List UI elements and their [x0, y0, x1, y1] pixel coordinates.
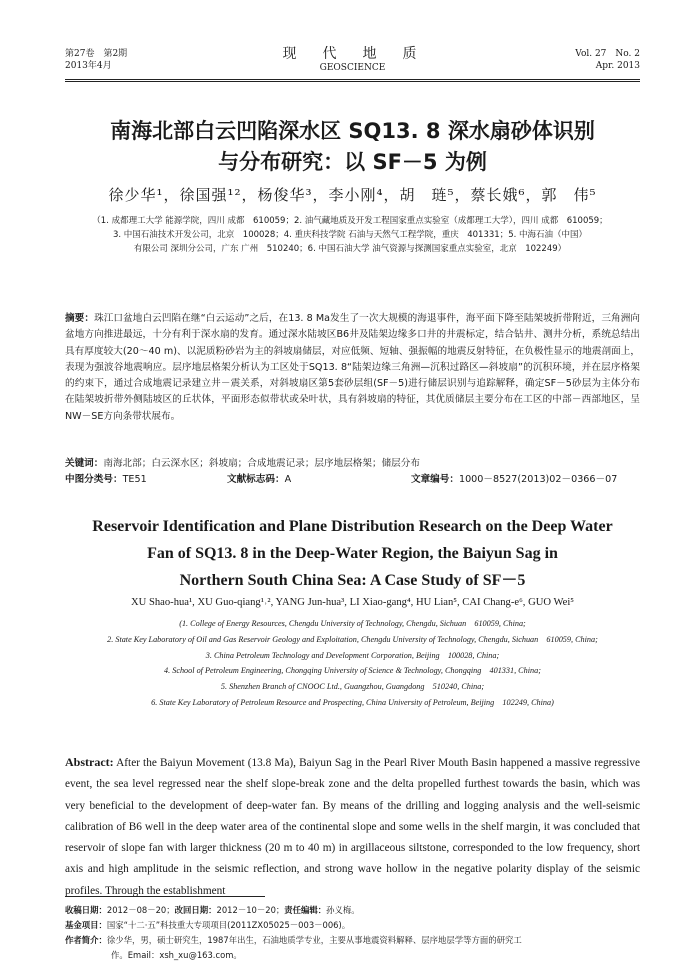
volume-issue-cn: 第27卷 第2期 — [65, 49, 128, 59]
received-date: 2012－08－20； — [106, 905, 175, 915]
affiliations-en — [60, 616, 645, 711]
affiliations-cn — [70, 214, 630, 256]
keywords-cn-label: 关键词： — [65, 458, 104, 469]
abstract-en-text: After the Baiyun Movement (13.8 Ma), Baiyun Sag in the Pearl River Mouth Basin happened a massive regressive event, the sea level regressed near the shelf slope-break zone and the delta propelled furthest towards the basin, which was very beneficial to the development of deep-water fan. By means of the drilling and logging analysis and the well-seismic calibration of B6 well in the deep water area of the continental slope and some wells in the shelf margin, it was concluded that reservoir of slope fan with larger thickness (20 m to 40 m) in argillaceous siltstone, corresponded to the low frequency, short axis and high amplitude in the seismic reflection, and strong wave hollow in the negative polarity display of the seismic profiles. Through the establishment — [65, 757, 640, 897]
fund-label: 基金项目： — [65, 920, 107, 930]
journal-name-en: GEOSCIENCE — [319, 63, 386, 73]
author-bio-email: 作。Email：xsh_xu@163.com。 — [111, 950, 242, 960]
title-en-line3: Northern South China Sea: A Case Study of SF－5 — [179, 572, 526, 589]
title-cn-line2: 与分布研究：以 SF－5 为例 — [218, 150, 487, 174]
running-header — [65, 46, 640, 78]
affiliation-en-line: (1. College of Energy Resources, Chengdu University of Technology, Chengdu, Sichuan 610059, China; — [179, 619, 526, 628]
article-label: 文章编号： — [411, 474, 459, 485]
dates-line — [65, 903, 640, 918]
title-en-line2: Fan of SQ13. 8 in the Deep-Water Region, the Baiyun Sag in — [147, 545, 558, 562]
affiliation-en-line: 2. State Key Laboratory of Oil and Gas Reservoir Geology and Exploitation, Chengdu University of Technology, Chengdu, Sichuan 610059, China; — [107, 634, 598, 644]
journal-name-cn: 现 代 地 质 — [282, 46, 423, 62]
header-rule — [65, 79, 640, 80]
doc-value: A — [284, 474, 292, 485]
doc-code — [227, 472, 291, 488]
volume-issue-en: Vol. 27 No. 2 — [575, 49, 640, 59]
authors-en: XU Shao-hua¹, XU Guo-qiang¹˒², YANG Jun-hua³, LI Xiao-gang⁴, HU Lian⁵, CAI Chang-e⁶, GUO Wei⁵ — [131, 597, 574, 608]
footnotes — [65, 903, 640, 963]
classification-row — [65, 472, 640, 488]
author-bio-label: 作者简介： — [65, 935, 107, 945]
footnote-rule — [65, 896, 265, 897]
editor-name: 孙义梅。 — [326, 905, 360, 915]
keywords-cn — [65, 456, 640, 472]
affiliation-cn-line: 3. 中国石油技术开发公司，北京 100028；4. 重庆科技学院 石油与天然气工程学院，重庆 401331；5. 中海石油（中国） — [112, 230, 588, 240]
clc-value: TE51 — [122, 474, 147, 485]
article-value: 1000－8527(2013)02－0366－07 — [458, 474, 618, 485]
date-en: Apr. 2013 — [595, 61, 640, 71]
abstract-cn-label: 摘要： — [65, 313, 95, 324]
title-en-line1: Reservoir Identification and Plane Distribution Research on the Deep Water — [92, 518, 613, 535]
date-cn: 2013年4月 — [65, 61, 112, 71]
abstract-cn-text: 珠江口盆地白云凹陷在继“白云运动”之后，在13. 8 Ma发生了一次大规模的海退事件，海平面下降至陆架坡折带附近，三角洲向盆地方向推进最远，十分有利于深水扇的发育。通过深水陆坡区B6井及陆架边缘多口井的井震标定，结合钻井、测井分析，系统总结出具有厚度较大(20～40 m)、以泥质粉砂岩为主的斜坡扇储层，对应低频、短轴、强振幅的地震反射特征，在负极性显示的地震剖面上，表现为强波谷地震响应。层序地层格架分析认为工区处于SQ13. 8“陆架边缘三角洲—沉积过路区—斜坡扇”的沉积环境，并在层序格架的约束下，通过合成地震记录建立井－震关系，对斜坡扇区第5套砂层组(SF－5)进行储层识别与追踪解释，确定SF－5砂层为主体分布在陆架坡折带外侧陆坡区的丘状体，平面形态似带状或朵叶状，具有斜坡扇的特征，其优质储层主要分布在工区的中部－西部地区，呈NW－SE方向条带状展布。 — [65, 313, 640, 422]
clc-code — [65, 472, 147, 488]
editor-label: 责任编辑： — [284, 905, 327, 915]
abstract-en-label: Abstract: — [65, 755, 114, 769]
article-meta-cn — [65, 456, 640, 488]
title-cn — [60, 116, 645, 178]
affiliation-en-line: 6. State Key Laboratory of Petroleum Resource and Prospecting, China University of Petroleum, Beijing 102249, China) — [151, 697, 554, 707]
title-en — [60, 513, 645, 594]
affiliation-en-line: 4. School of Petroleum Engineering, Chongqing University of Science & Technology, Chongqing 401331, China; — [164, 666, 541, 676]
header-rule-thin — [65, 81, 640, 82]
authors-cn: 徐少华¹，徐国强¹²，杨俊华³，李小刚⁴，胡 琏⁵，蔡长娥⁶，郭 伟⁵ — [108, 186, 597, 204]
journal-name — [65, 46, 640, 74]
title-cn-line1: 南海北部白云凹陷深水区 SQ13. 8 深水扇砂体识别 — [110, 119, 595, 143]
revised-date: 2012－10－20； — [216, 905, 285, 915]
affiliation-cn-line: （1. 成都理工大学 能源学院，四川 成都 610059；2. 油气藏地质及开发工程国家重点实验室（成都理工大学），四川 成都 610059； — [92, 216, 608, 226]
keywords-cn-text: 南海北部；白云深水区；斜坡扇；合成地震记录；层序地层格架；储层分布 — [103, 458, 420, 469]
doc-label: 文献标志码： — [227, 474, 285, 485]
abstract-en — [65, 752, 640, 902]
revised-label: 改回日期： — [174, 905, 217, 915]
fund-line — [65, 918, 640, 933]
fund-text: 国家“十二·五”科技重大专项项目(2011ZX05025－003－006)。 — [106, 920, 351, 930]
issue-info-en — [575, 48, 640, 72]
abstract-cn — [65, 311, 640, 425]
author-bio-text: 徐少华，男，硕士研究生，1987年出生，石油地质学专业，主要从事地震资料解释、层序地层学等方面的研究工 — [106, 935, 522, 945]
affiliation-en-line: 3. China Petroleum Technology and Development Corporation, Beijing 100028, China; — [205, 650, 500, 660]
article-number — [411, 472, 617, 488]
affiliation-cn-line: 有限公司 深圳分公司，广东 广州 510240；6. 中国石油大学 油气资源与探测国家重点实验室，北京 102249） — [133, 244, 567, 254]
affiliation-en-line: 5. Shenzhen Branch of CNOOC Ltd., Guangzhou, Guangdong 510240, China; — [220, 682, 485, 692]
author-bio — [65, 933, 640, 948]
clc-label: 中图分类号： — [65, 474, 123, 485]
received-label: 收稿日期： — [65, 905, 107, 915]
